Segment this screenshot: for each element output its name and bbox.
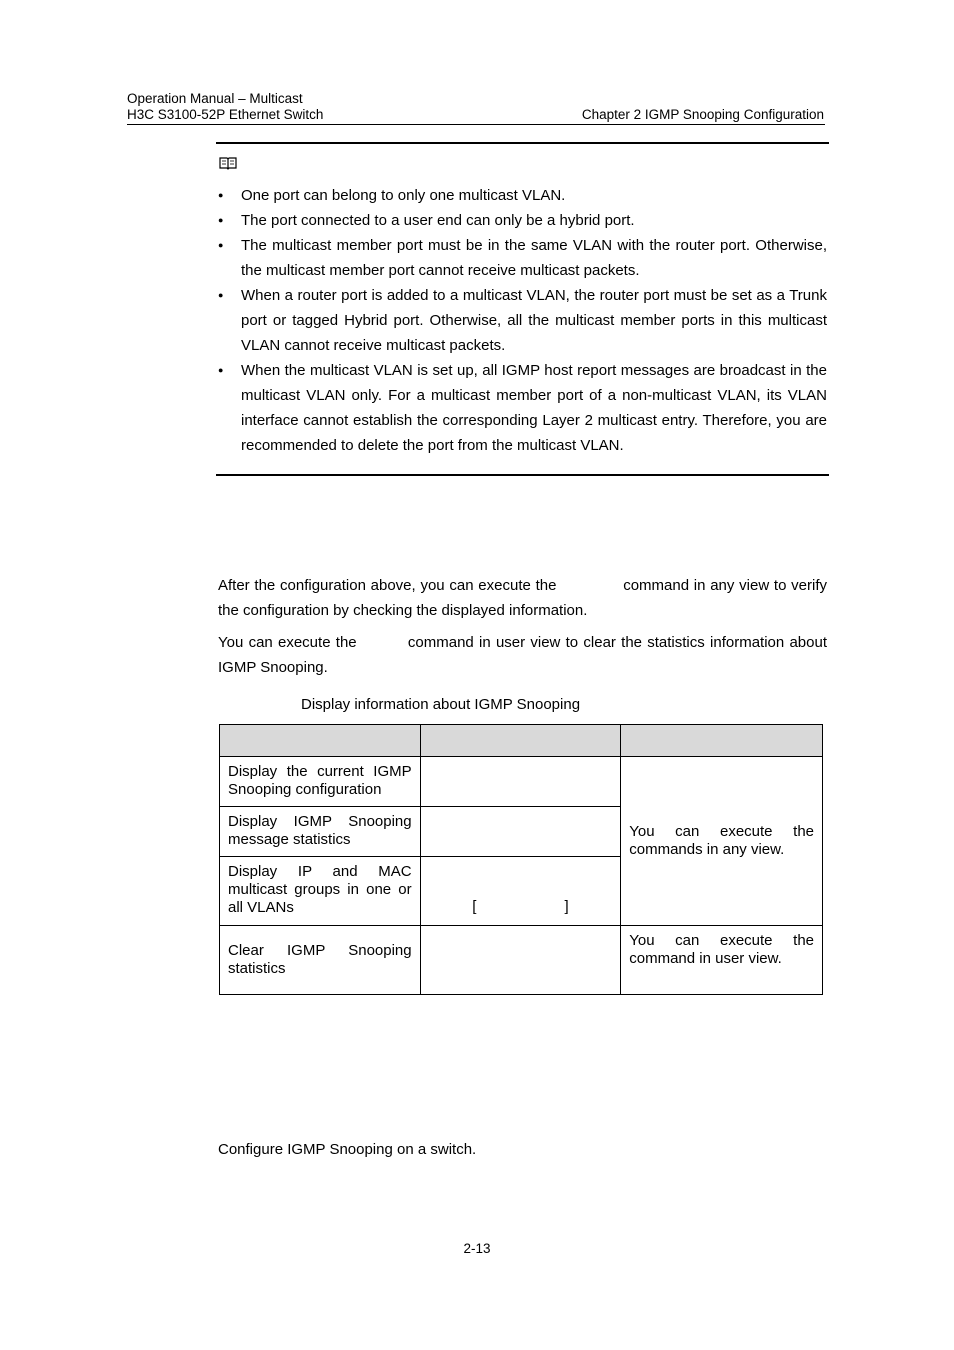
book-icon [219, 156, 237, 170]
operation-cell: Display IP and MAC multicast groups in one or all VLANs [220, 857, 421, 926]
command-cell [420, 807, 621, 857]
table-row [220, 926, 823, 995]
header-manual-title: Operation Manual – Multicast [127, 91, 303, 106]
note-item: ● When the multicast VLAN is set up, all IGMP host report messages are broadcast in the multicast VLAN only. For a multicast member port of a non-multicast VLAN, its VLAN interface cannot establish the corresponding Layer 2 multicast entry. Therefore, you are recommended to delete the port from the multicast VLAN. [218, 358, 827, 458]
operation-cell: Display the current IGMP Snooping configuration [220, 757, 421, 807]
operation-cell: Display IGMP Snooping message statistics [220, 807, 421, 857]
paragraph-reset [218, 630, 827, 680]
note-item: ● The multicast member port must be in the same VLAN with the router port. Otherwise, the multicast member port cannot receive multicast packets. [218, 233, 827, 283]
paragraph-display-end: command in any view to verify the configuration by checking the displayed information. [218, 577, 827, 619]
note-item: ● One port can belong to only one multicast VLAN. [218, 183, 827, 208]
page-number: 2-13 [463, 1241, 491, 1256]
table-header-row [220, 725, 823, 757]
remark-display: You can execute the commands in any view. [629, 823, 814, 858]
paragraph-reset-start: You can execute the [218, 634, 357, 651]
remark-cell [621, 757, 823, 926]
paragraph-configure: Configure IGMP Snooping on a switch. [218, 1141, 477, 1158]
command-table [219, 724, 823, 995]
paragraph-reset-end: command in user view to clear the statistics information about IGMP Snooping. [218, 634, 828, 676]
header-cell [220, 725, 421, 757]
header-cell [621, 725, 823, 757]
note-item: ● When a router port is added to a multicast VLAN, the router port must be set as a Trunk port or tagged Hybrid port. Otherwise, all the multicast member ports in this multicast VLAN cannot receive multicast packets. [218, 283, 827, 358]
note-list [218, 183, 827, 458]
header-product: H3C S3100-52P Ethernet Switch [127, 107, 324, 122]
remark-cell [621, 926, 823, 995]
table-caption: Display information about IGMP Snooping [301, 696, 581, 713]
note-bottom-border [216, 474, 829, 476]
note-item: ● The port connected to a user end can only be a hybrid port. [218, 208, 827, 233]
header-chapter: Chapter 2 IGMP Snooping Configuration [581, 107, 824, 122]
header-rule [127, 124, 825, 125]
table-row [220, 757, 823, 807]
optional-arg-brackets: [ ] [472, 898, 569, 915]
remark-clear: You can execute the command in user view. [629, 932, 814, 967]
note-top-border [216, 142, 829, 144]
header-cell [420, 725, 621, 757]
paragraph-display-start: After the configuration above, you can execute the [218, 577, 557, 594]
command-cell [420, 757, 621, 807]
command-cell [420, 857, 621, 926]
operation-cell: Clear IGMP Snooping statistics [220, 926, 421, 995]
paragraph-display [218, 573, 827, 623]
command-cell [420, 926, 621, 995]
